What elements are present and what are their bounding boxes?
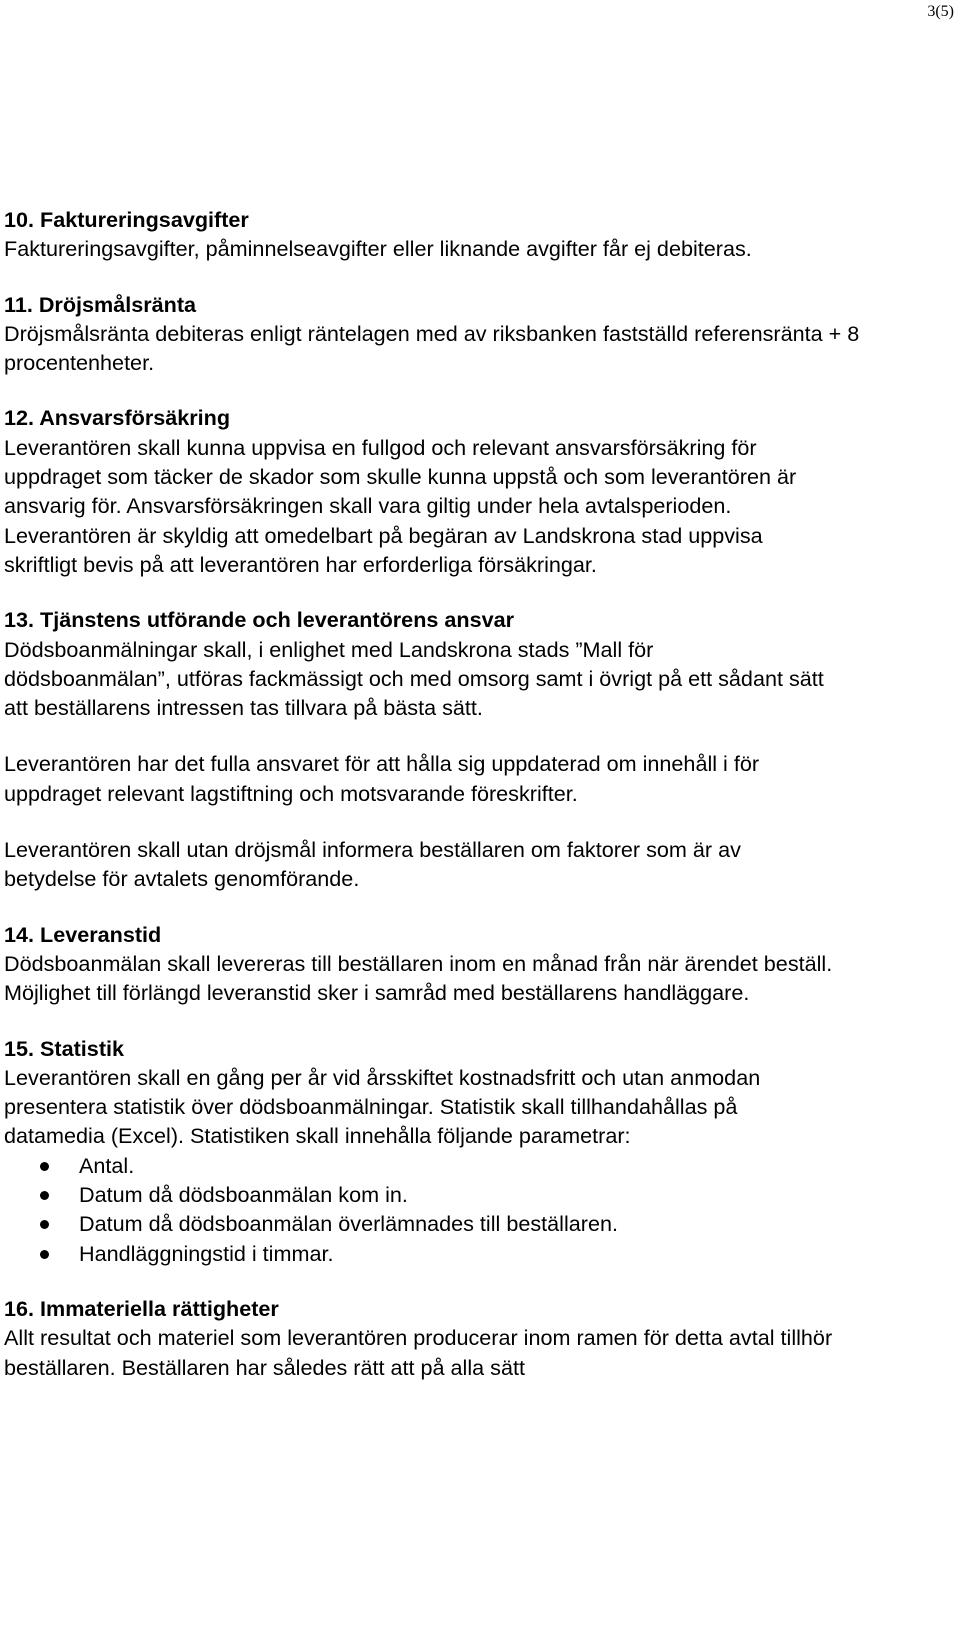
section-11 [4,290,954,378]
bullet-icon [40,1250,49,1259]
list-item-text: Datum då dödsboanmälan kom in. [79,1182,408,1208]
list-item [4,1151,954,1180]
bullet-icon [40,1162,49,1171]
list-item [4,1180,954,1209]
section-paragraph: Leverantören skall en gång per år vid årsskiftet kostnadsfritt och utan anmodan presentera statistik över dödsboanmälningar. Statistik skall tillhandahållas på datamedia (Excel). Statistiken skall innehålla följande parametrar: [4,1064,761,1149]
section-14 [4,920,954,1008]
section-heading: 11. Dröjsmålsränta [4,291,197,317]
section-12 [4,403,954,579]
section-16 [4,1294,954,1382]
bullet-icon [40,1191,49,1200]
list-item [4,1209,954,1238]
section-10 [4,205,954,264]
section-paragraph: Faktureringsavgifter, påminnelseavgifter eller liknande avgifter får ej debiteras. [4,236,752,262]
document-body [4,205,954,1382]
section-heading: 10. Faktureringsavgifter [4,207,249,232]
section-heading: 15. Statistik [4,1035,125,1061]
section-paragraph: Dödsboanmälan skall levereras till beställaren inom en månad från när ärendet beställ. Möjlighet till förlängd leveranstid sker i samråd med beställarens handläggare. [4,950,833,1006]
list-item [4,1239,954,1268]
section-13 [4,605,954,893]
list-item-text: Handläggningstid i timmar. [79,1240,334,1266]
section-paragraph: Leverantören skall kunna uppvisa en fullgod och relevant ansvarsförsäkring för uppdraget som täcker de skador som skulle kunna uppstå och som leverantören är ansvarig för. Ansvarsförsäkringen skall vara giltig under hela avtalsperioden. Leverantören är skyldig att omedelbart på begäran av Landskrona stad uppvisa skriftligt bevis på att leverantören har erforderliga försäkringar. [4,434,797,577]
section-paragraph: Dröjsmålsränta debiteras enligt räntelagen med av riksbanken fastställd referensränta + 8 procentenheter. [4,320,860,376]
section-heading: 14. Leveranstid [4,921,162,947]
parameter-list [4,1151,954,1268]
section-paragraph: Leverantören skall utan dröjsmål informera beställaren om faktorer som är av betydelse för avtalets genomförande. [4,837,741,892]
section-heading: 13. Tjänstens utförande och leverantörens ansvar [4,607,515,633]
page-number: 3(5) [927,3,954,20]
section-heading: 16. Immateriella rättigheter [4,1295,279,1321]
section-paragraph: Leverantören har det fulla ansvaret för att hålla sig uppdaterad om innehåll i för uppdraget relevant lagstiftning och motsvarande föreskrifter. [4,751,760,806]
section-paragraph: Dödsboanmälningar skall, i enlighet med Landskrona stads ”Mall för dödsboanmälan”, utföras fackmässigt och med omsorg samt i övrigt på ett sådant sätt att beställarens intressen tas tillvara på bästa sätt. [4,636,824,721]
bullet-icon [40,1220,49,1229]
section-15 [4,1034,954,1268]
list-item-text: Datum då dödsboanmälan överlämnades till beställaren. [79,1211,618,1237]
section-heading: 12. Ansvarsförsäkring [4,405,231,431]
list-item-text: Antal. [79,1152,135,1178]
section-paragraph: Allt resultat och materiel som leverantören producerar inom ramen för detta avtal tillhör beställaren. Beställaren har således rätt att på alla sätt [4,1325,833,1380]
